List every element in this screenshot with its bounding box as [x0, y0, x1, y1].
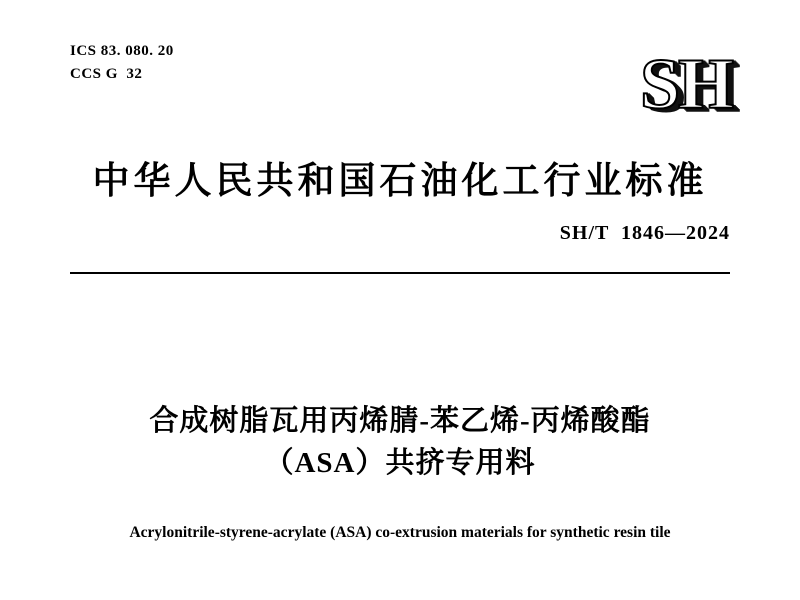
document-title-chinese-line-2: （ASA）共挤专用料: [264, 447, 536, 480]
document-title-english: Acrylonitrile-styrene-acrylate (ASA) co-extrusion materials for synthetic resin tile: [129, 524, 671, 541]
standard-number: SH/T 1846—2024: [559, 222, 730, 244]
standard-authority-title: 中华人民共和国石油化工行业标准: [92, 161, 708, 202]
document-title-chinese: [60, 400, 740, 484]
ccs-code: CCS G 32: [70, 66, 143, 83]
document-title-chinese-line-1: 合成树脂瓦用丙烯腈-苯乙烯-丙烯酸酯: [149, 405, 651, 437]
ics-code: ICS 83. 080. 20: [70, 43, 174, 59]
sh-emblem-logo: SH: [639, 44, 732, 124]
horizontal-divider: [70, 272, 730, 274]
classification-codes: [70, 40, 174, 87]
